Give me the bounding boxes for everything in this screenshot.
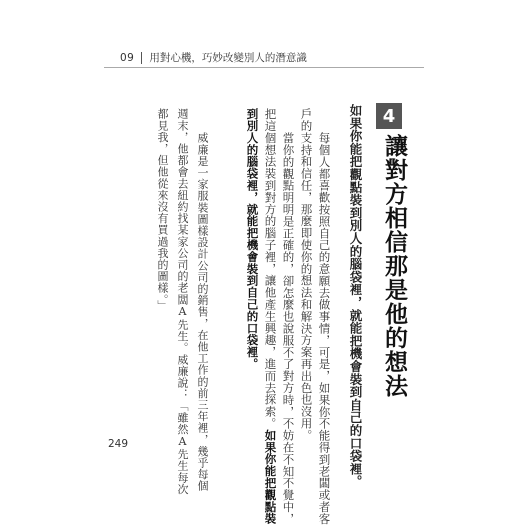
section-number-badge: 4 xyxy=(376,103,402,129)
body-emphasis: 如果你能把觀點裝 xyxy=(263,429,278,525)
example-line: 威廉是一家服裝圖樣設計公司的銷售，在他工作的前三年裡，幾乎每個 xyxy=(196,132,209,492)
section-title: 讓對方相信那是他的想法 xyxy=(381,134,407,398)
section-subtitle: 如果你能把觀點裝到別人的腦袋裡，就能把機會裝到自己的口袋裡。 xyxy=(348,104,363,488)
body-line xyxy=(264,108,276,525)
page-number: 249 xyxy=(108,438,129,450)
example-line: 週末，他都會去紐約找某家公司的老闆A先生。威廉說：「雖然A先生每次 xyxy=(176,108,189,495)
header-rule xyxy=(104,67,424,68)
body-line: 戶的支持和信任，那麼即使你的想法和解決方案再出色也沒用。 xyxy=(299,108,314,442)
body-line-emphasis: 到別人的腦袋裡，就能把機會裝到自己的口袋裡。 xyxy=(245,108,260,370)
body-text: 把這個想法裝到對方的腦子裡，讓他產生興趣，進而去探索。 xyxy=(263,108,278,430)
header-divider xyxy=(141,52,142,64)
example-line: 都見我，但他從來沒有買過我的圖樣。」 xyxy=(156,108,169,312)
body-line: 當你的觀點明明是正確的，卻怎麼也說服不了對方時，不妨在不知不覺中， xyxy=(281,132,296,525)
chapter-number: 09 xyxy=(120,51,135,64)
running-header xyxy=(120,50,307,65)
chapter-title: 用對心機，巧妙改變別人的潛意識 xyxy=(149,52,307,64)
body-line: 每個人都喜歡按照自己的意願去做事情，可是，如果你不能得到老闆或者客 xyxy=(317,132,332,525)
